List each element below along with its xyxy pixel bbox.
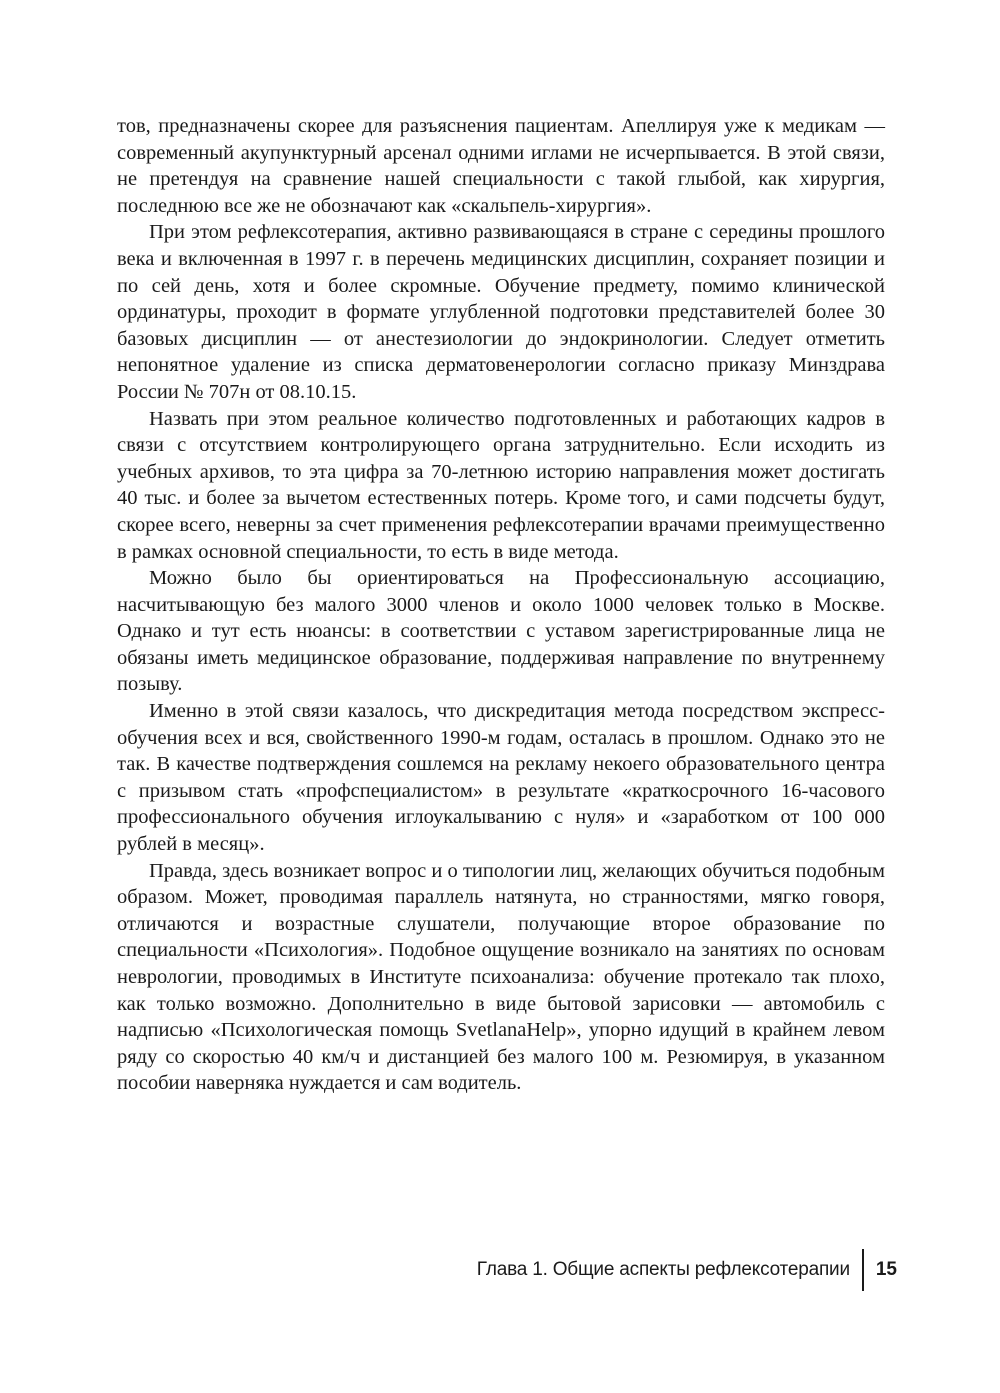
paragraph: При этом рефлексотерапия, активно развивающаяся в стране с середины прошлого века и включенная в 1997 г. в перечень медицинских дисциплин, сохраняет позиции и по сей день, хотя и более скромные. Обучение предмету, помимо клинической ординатуры, проходит в формате углубленной подготовки представителей более 30 базовых дисциплин — от анестезиологии до эндокринологии. Следует отметить непонятное удаление из списка дерматовенерологии согласно приказу Минздрава России № 707н от 08.10.15. [117,221,885,403]
paragraph: Именно в этой связи казалось, что дискредитация метода посредством экспресс-обучения всех и вся, свойственного 1990-м годам, осталась в прошлом. Однако это не так. В качестве подтверждения сошлемся на рекламу некоего образовательного центра с призывом стать «профспециалистом» в результате «краткосрочного 16-часового профессионального обучения иглоукалыванию с нуля» и «заработком от 100 000 рублей в месяц». [117,700,885,856]
running-footer [477,1249,897,1291]
paragraph: Назвать при этом реальное количество подготовленных и работающих кадров в связи с отсутствием контролирующего органа затруднительно. Если исходить из учебных архивов, то эта цифра за 70-летнюю историю направления может достигать 40 тыс. и более за вычетом естественных потерь. Кроме того, и сами подсчеты будут, скорее всего, неверны за счет применения рефлексотерапии врачами преимущественно в рамках основной специальности, то есть в виде метода. [117,407,885,563]
page-number: 15 [875,1259,897,1280]
chapter-title: Глава 1. Общие аспекты рефлексотерапии [476,1259,850,1280]
paragraph: Можно было бы ориентироваться на Профессиональную ассоциацию, насчитывающую без малого 3000 членов и около 1000 человек только в Москве. Однако и тут есть нюансы: в соответствии с уставом зарегистрированные лица не обязаны иметь медицинское образование, поддерживая направление по внутреннему позыву. [117,567,885,696]
paragraph-continued: тов, предназначены скорее для разъяснения пациентам. Апеллируя уже к медикам — современный акупунктурный арсенал одними иглами не исчерпывается. В этой связи, не претендуя на сравнение нашей специальности с такой глыбой, как хирургия, последнюю все же не обозначают как «скальпель-хирургия». [117,115,885,217]
body-text [117,113,885,1097]
paragraph: Правда, здесь возникает вопрос и о типологии лиц, желающих обучиться подобным образом. Может, проводимая параллель натянута, но странностями, мягко говоря, отличаются и возрастные слушатели, получающие второе образование по специальности «Психология». Подобное ощущение возникало на занятиях по основам неврологии, проводимых в Институте психоанализа: обучение протекало так плохо, как только возможно. Дополнительно в виде бытовой зарисовки — автомобиль с надписью «Психологическая помощь SvetlanaHelp», упорно идущий в крайнем левом ряду со скоростью 40 км/ч и дистанцией без малого 100 м. Резюмируя, в указанном пособии наверняка нуждается и сам водитель. [117,859,885,1095]
